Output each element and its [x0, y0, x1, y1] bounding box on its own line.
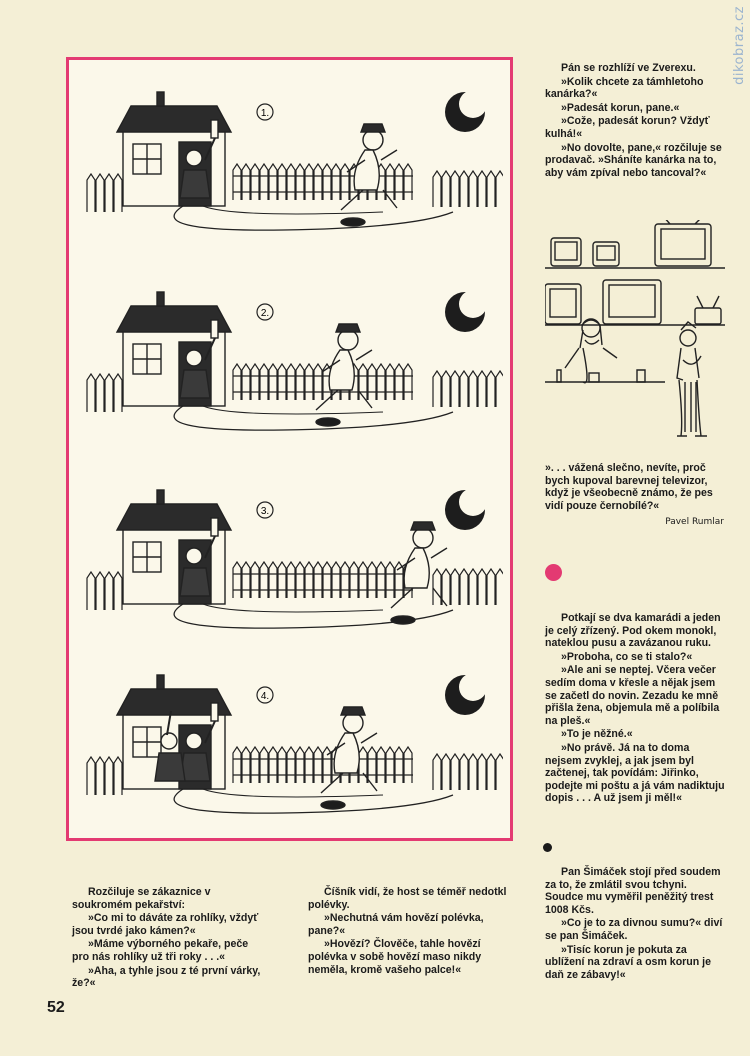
panel-drawing	[83, 480, 503, 650]
paragraph: Rozčiluje se zákaznice v soukromém pekařství:	[72, 886, 211, 911]
comic-panel-3	[83, 480, 503, 650]
paragraph: »Co je to za divnou sumu?« diví se pan Šimáček.	[545, 917, 723, 942]
paragraph: »Co mi to dáváte za rohlíky, vždyť jsou tvrdé jako kámen?«	[72, 912, 259, 937]
paragraph: Potkají se dva kamarádi a jeden je celý zřízený. Pod okem monokl, nateklou pusu a zavázanou ruku.	[545, 612, 721, 650]
paragraph: »Ale ani se neptej. Včera večer sedím doma v křesle a nějak jsem se začetl do novin. Zezadu ke mně přišla žena, objemula mě a políbila na pleš.«	[545, 664, 720, 727]
paragraph: »Padesát korun, pane.«	[561, 101, 680, 114]
joke-zverex	[545, 62, 725, 179]
pink-bullet-icon	[545, 564, 562, 581]
paragraph: »Proboha, co se ti stalo?«	[561, 650, 693, 663]
panel-number: 1.	[260, 108, 270, 119]
watermark: dikobraz.cz	[732, 6, 747, 85]
panel-number: 3.	[260, 506, 270, 517]
paragraph: »Hovězí? Člověče, tahle hovězí polévka v sobě hovězí maso nikdy neměla, kromě vašeho palce!«	[308, 938, 482, 976]
panel-number: 4.	[260, 691, 270, 702]
joke-kamaradi	[545, 612, 725, 805]
panel-drawing	[83, 82, 503, 252]
paragraph: Pan Šimáček stojí před soudem za to, že zmlátil svou tchyni. Soudce mu vyměřil peněžitý trest 1008 Kčs.	[545, 866, 721, 916]
panel-drawing	[83, 282, 503, 452]
comic-panel-1	[83, 82, 503, 252]
paragraph: »To je něžné.«	[561, 728, 633, 741]
paragraph: »Nechutná vám hovězí polévka, pane?«	[308, 912, 484, 937]
cartoon-caption: ». . . vážená slečno, nevíte, proč bych kupoval barevnej televizor, když je všeobecně známo, že pes vidí pouze černobílé?«	[545, 462, 713, 512]
comic-strip-frame	[66, 57, 513, 841]
paragraph: »No právě. Já na to doma nejsem zvyklej, a jak jsem byl začtenej, tak povídám: Jiřinko, podejte mi poštu a já vám nadiktuju dopis . . . A už jsem ji měl!«	[545, 741, 725, 805]
cartoon-author: Pavel Rumlar	[665, 517, 724, 527]
paragraph: »Kolik chcete za támhletoho kanárka?«	[545, 75, 704, 101]
joke-rohliky	[72, 886, 268, 990]
comic-panel-2	[83, 282, 503, 452]
paragraph: »No dovolte, pane,« rozčiluje se prodavač. »Sháníte kanárka na to, aby vám zpíval nebo tancoval?«	[545, 141, 722, 179]
paragraph: »Máme výborného pekaře, peče pro nás rohlíky už tři roky . . .«	[72, 938, 249, 963]
paragraph: Pán se rozhlíží ve Zverexu.	[561, 62, 696, 74]
panel-drawing	[83, 665, 503, 835]
joke-simacek	[545, 866, 725, 981]
page-number: 52	[47, 999, 65, 1016]
panel-number: 2.	[260, 308, 270, 319]
paragraph: »Cože, padesát korun? Vždyť kulhá!«	[545, 115, 710, 140]
comic-panel-4	[83, 665, 503, 835]
black-bullet-icon	[543, 843, 552, 852]
paragraph: »Aha, a tyhle jsou z té první várky, že?«	[72, 964, 261, 990]
joke-polevka	[308, 886, 520, 976]
tv-shop-cartoon	[545, 220, 725, 445]
paragraph: Číšník vidí, že host se téměř nedotkl polévky.	[308, 886, 507, 911]
paragraph: »Tisíc korun je pokuta za ublížení na zdraví a osm korun je daň ze zábavy!«	[545, 943, 712, 981]
